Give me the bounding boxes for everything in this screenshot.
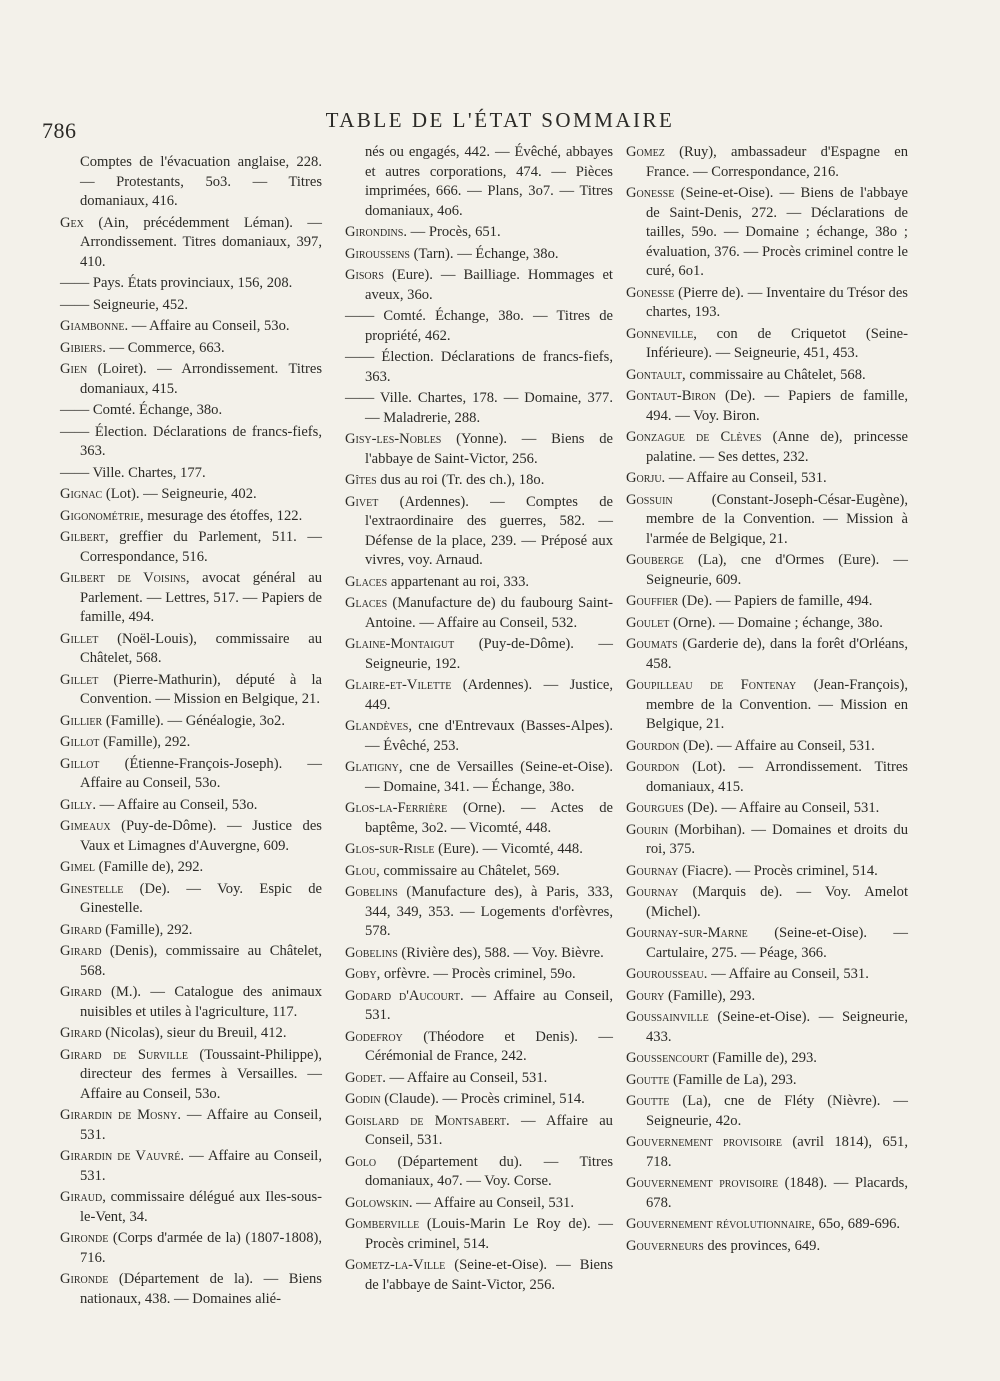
entry-text: Seigneurie, 452. xyxy=(89,296,189,313)
entry-text: dus au roi (Tr. des ch.), 18o. xyxy=(376,472,545,488)
entry-text: Élection. Déclarations de francs-fiefs, 363. xyxy=(80,423,322,459)
entry-text: Comptes de l'évacuation anglaise, 228. — Protestants, 5o3. — Titres domaniaux, 416. xyxy=(80,154,322,209)
entry-headword: Goussainville xyxy=(626,1009,709,1025)
entry-headword: Gouffier xyxy=(626,593,679,609)
entry-text: (Théodore et Denis). — Cérémonial de France, 242. xyxy=(365,1028,613,1064)
index-entry xyxy=(345,1215,613,1254)
index-entry xyxy=(345,944,613,964)
entry-headword: Giambonne xyxy=(60,318,125,334)
entry-text: (Seine-et-Oise). — Cartulaire, 275. — Péage, 366. xyxy=(646,925,908,961)
index-entry xyxy=(345,635,613,674)
entry-headword: —— xyxy=(60,296,90,313)
entry-headword: Goby xyxy=(345,966,377,982)
entry-text: (De). — Voy. Espic de Ginestelle. xyxy=(80,880,322,916)
entry-text: (Claude). — Procès criminel, 514. xyxy=(380,1091,585,1107)
entry-text: (Famille de La), 293. xyxy=(669,1071,797,1088)
entry-text: (Orne). — Actes de baptême, 3o2. — Vicomté, 448. xyxy=(365,800,613,836)
index-entry xyxy=(626,184,908,282)
entry-headword: Gomberville xyxy=(345,1216,420,1232)
index-entry xyxy=(60,858,322,878)
entry-text: (Eure). — Bailliage. Hommages et aveux, 36o. xyxy=(365,267,613,303)
entry-headword: Gourdon xyxy=(626,737,680,754)
index-entry xyxy=(345,471,613,491)
entry-text: , 65o, 689-696. xyxy=(811,1216,901,1232)
entry-headword: Gien xyxy=(60,361,88,377)
index-entry xyxy=(626,1049,908,1069)
index-entry xyxy=(60,317,322,337)
entry-text: , cne de Versailles (Seine-et-Oise). — Domaine, 341. — Échange, 38o. xyxy=(365,759,613,795)
index-entry xyxy=(60,569,322,628)
index-entry xyxy=(626,1237,908,1257)
index-entry xyxy=(60,401,322,421)
entry-text: . — Affaire au Conseil, 531. xyxy=(382,1069,548,1086)
entry-headword: Gomez xyxy=(626,144,665,160)
entry-headword: Gouvernement provisoire xyxy=(626,1175,779,1191)
index-entry xyxy=(345,717,613,756)
entry-text: (Corps d'armée de la) (1807-1808), 716. xyxy=(80,1230,322,1266)
index-entry xyxy=(626,737,908,757)
index-entry xyxy=(60,274,322,294)
entry-headword: Gobelins xyxy=(345,884,398,900)
entry-text: (Morbihan). — Domaines et droits du roi, 375. xyxy=(646,821,908,857)
entry-headword: Goussencourt xyxy=(626,1050,709,1066)
entry-text: , commissaire délégué aux Iles-sous-le-Vent, 34. xyxy=(80,1189,322,1225)
index-entry xyxy=(345,430,613,469)
entry-headword: Glou xyxy=(345,862,377,879)
index-entry xyxy=(60,296,322,316)
entry-text: (Famille), 292. xyxy=(99,734,191,750)
entry-headword: Gimel xyxy=(60,859,95,875)
entry-headword: Gonneville xyxy=(626,325,694,342)
entry-headword: Goulet xyxy=(626,614,670,631)
entry-headword: Gex xyxy=(60,214,84,231)
index-entry xyxy=(626,491,908,550)
entry-headword: Girard xyxy=(60,921,102,938)
entry-headword: Gisy-les-Nobles xyxy=(345,431,442,447)
index-entry xyxy=(626,924,908,963)
index-entry xyxy=(60,1147,322,1186)
entry-text: Élection. Déclarations de francs-fiefs, 363. xyxy=(365,349,613,385)
entry-headword: Gisors xyxy=(345,267,384,283)
entry-headword: Gobelins xyxy=(345,944,398,961)
entry-text: (De). — Papiers de famille, 494. xyxy=(678,593,873,609)
entry-headword: Girard de Surville xyxy=(60,1046,188,1063)
entry-text: , greffier du Parlement, 511. — Correspondance, 516. xyxy=(80,529,322,565)
entry-headword: Glatigny xyxy=(345,759,399,775)
index-entry xyxy=(60,339,322,359)
entry-headword: Goislard de Montsabert xyxy=(345,1112,507,1129)
entry-headword: Gourdon xyxy=(626,759,680,775)
index-entry xyxy=(60,1188,322,1227)
index-entry xyxy=(60,880,322,919)
entry-headword: Gournay-sur-Marne xyxy=(626,925,748,941)
index-entry xyxy=(626,676,908,735)
index-entry xyxy=(345,389,613,428)
index-entry xyxy=(626,551,908,590)
entry-headword: Gouverneurs xyxy=(626,1237,704,1254)
entry-text: (Rivière des), 588. — Voy. Bièvre. xyxy=(397,944,604,961)
entry-text: (Famille), 293. xyxy=(664,987,756,1004)
index-entry xyxy=(626,614,908,634)
index-entry xyxy=(60,528,322,567)
index-entry xyxy=(626,965,908,985)
index-entry xyxy=(60,1046,322,1105)
index-entry xyxy=(345,862,613,882)
entry-text: (Garderie de), dans la forêt d'Orléans, 458. xyxy=(646,636,908,672)
entry-headword: Golowskin xyxy=(345,1194,409,1211)
entry-text: (Famille), 292. xyxy=(101,921,193,938)
entry-text: (Ain, précédemment Léman). — Arrondissement. Titres domaniaux, 397, 410. xyxy=(80,214,322,270)
index-entry xyxy=(626,1215,908,1235)
index-entry xyxy=(626,635,908,674)
entry-text: (Orne). — Domaine ; échange, 38o. xyxy=(669,614,883,631)
entry-headword: Gîtes xyxy=(345,472,377,488)
entry-headword: Gouvernement provisoire xyxy=(626,1134,782,1150)
entry-text: (Ardennes). — Comptes de l'extraordinaire des guerres, 582. — Défense de la place, 239. — Préposé aux vivres, voy. Arnaud. xyxy=(365,493,613,568)
entry-headword: Girard xyxy=(60,943,102,959)
entry-text: (Toussaint-Philippe), directeur des fermes à Versailles. — Affaire au Conseil, 53o. xyxy=(80,1046,322,1102)
entry-text: appartenant au roi, 333. xyxy=(387,573,530,590)
index-entry xyxy=(345,594,613,633)
entry-headword: Gilly xyxy=(60,796,93,813)
entry-headword: —— xyxy=(60,275,90,291)
entry-headword: Gometz-la-Ville xyxy=(345,1257,446,1273)
index-entry xyxy=(60,712,322,732)
entry-text: Pays. États provinciaux, 156, 208. xyxy=(89,275,293,291)
entry-text: . — Procès, 651. xyxy=(403,224,501,240)
entry-headword: Godin xyxy=(345,1091,381,1107)
index-entry xyxy=(60,817,322,856)
entry-headword: Goutte xyxy=(626,1071,670,1088)
index-entry xyxy=(60,1270,322,1309)
index-entry xyxy=(626,821,908,860)
entry-headword: —— xyxy=(60,464,90,481)
index-entry xyxy=(626,325,908,364)
entry-headword: Gillot xyxy=(60,755,100,772)
entry-text: (Anne de), princesse palatine. — Ses dettes, 232. xyxy=(646,429,908,465)
entry-text: . — Affaire au Conseil, 531. xyxy=(408,1194,574,1211)
index-entry xyxy=(345,1256,613,1295)
index-entry xyxy=(60,214,322,273)
entry-headword: Goutte xyxy=(626,1093,670,1109)
entry-headword: Girardin de Vauvré xyxy=(60,1148,181,1164)
entry-headword: Gigonométrie xyxy=(60,507,140,524)
entry-text: (Fiacre). — Procès criminel, 514. xyxy=(678,862,878,879)
entry-text: . — Affaire au Conseil, 531. xyxy=(661,470,827,486)
entry-headword: Glaces xyxy=(345,573,388,590)
entry-headword: Gillet xyxy=(60,630,99,647)
entry-headword: Gillet xyxy=(60,671,99,688)
entry-text: . — Affaire au Conseil, 531. xyxy=(365,1112,613,1148)
entry-text: (Famille de), 292. xyxy=(94,859,204,875)
entry-text: (avril 1814), 651, 718. xyxy=(646,1134,908,1170)
entry-headword: Glos-sur-Risle xyxy=(345,841,435,857)
index-column-2 xyxy=(345,143,613,1297)
entry-headword: Gontaut-Biron xyxy=(626,388,716,404)
entry-headword: Gonesse xyxy=(626,185,675,201)
entry-text: . — Affaire au Conseil, 531. xyxy=(80,1148,322,1184)
index-entry xyxy=(626,883,908,922)
index-entry xyxy=(626,366,908,386)
entry-headword: Ginestelle xyxy=(60,880,124,897)
entry-headword: Givet xyxy=(345,493,379,510)
entry-text: (Yonne). — Biens de l'abbaye de Saint-Victor, 256. xyxy=(365,431,613,467)
entry-headword: Gironde xyxy=(60,1271,109,1287)
index-entry xyxy=(626,1174,908,1213)
entry-headword: —— xyxy=(345,390,375,406)
index-entry xyxy=(626,1092,908,1131)
entry-text: (Famille de), 293. xyxy=(708,1050,817,1066)
index-entry xyxy=(60,942,322,981)
entry-headword: Girondins xyxy=(345,224,404,240)
entry-text: (Noël-Louis), commissaire au Châtelet, 568. xyxy=(80,630,322,666)
entry-text: . — Affaire au Conseil, 531. xyxy=(365,987,613,1023)
entry-headword: Gilbert de Voisins xyxy=(60,570,186,586)
running-head: TABLE DE L'ÉTAT SOMMAIRE xyxy=(325,108,675,132)
entry-text: (Manufacture des), à Paris, 333, 344, 349, 353. — Logements d'orfèvres, 578. xyxy=(365,884,613,939)
index-entry xyxy=(60,485,322,505)
index-entry xyxy=(345,573,613,593)
index-entry xyxy=(345,758,613,797)
entry-text: (1848). — Placards, 678. xyxy=(646,1175,908,1211)
entry-text: (Denis), commissaire au Châtelet, 568. xyxy=(80,943,322,979)
index-entry xyxy=(626,284,908,323)
index-entry xyxy=(626,1071,908,1091)
index-entry xyxy=(345,1153,613,1192)
entry-text: (De). — Papiers de famille, 494. — Voy. Biron. xyxy=(646,388,908,424)
index-entry xyxy=(626,1133,908,1172)
index-entry xyxy=(60,671,322,710)
index-entry xyxy=(345,348,613,387)
entry-text: (Puy-de-Dôme). — Seigneurie, 192. xyxy=(365,636,613,672)
entry-text: (Puy-de-Dôme). — Justice des Vaux et Limagnes d'Auvergne, 609. xyxy=(80,818,322,854)
entry-headword: Godefroy xyxy=(345,1028,403,1045)
entry-text: nés ou engagés, 442. — Évêché, abbayes et autres corporations, 474. — Pièces imprimées, 666. — Plans, 3o7. — Titres domaniaux, 4o6. xyxy=(365,144,613,219)
entry-headword: Gonzague de Clèves xyxy=(626,429,762,445)
index-entry xyxy=(626,1008,908,1047)
entry-text: (Seine-et-Oise). — Biens de l'abbaye de Saint-Victor, 256. xyxy=(365,1257,613,1293)
entry-text: (Marquis de). — Voy. Amelot (Michel). xyxy=(646,884,908,920)
entry-text: (Lot). — Seigneurie, 402. xyxy=(102,486,257,502)
entry-headword: Gouberge xyxy=(626,552,684,568)
entry-headword: Gilbert xyxy=(60,529,105,545)
index-entry xyxy=(345,987,613,1026)
entry-text: , orfèvre. — Procès criminel, 59o. xyxy=(376,966,576,982)
index-entry xyxy=(60,360,322,399)
entry-headword: Goumats xyxy=(626,636,678,652)
index-entry xyxy=(60,507,322,527)
index-column-3 xyxy=(626,143,908,1258)
index-entry xyxy=(626,428,908,467)
entry-text: (Jean-François), membre de la Convention. — Mission en Belgique, 21. xyxy=(646,677,908,732)
entry-headword: Godet xyxy=(345,1069,383,1086)
entry-text: Ville. Chartes, 178. — Domaine, 377. — Maladrerie, 288. xyxy=(365,390,613,426)
entry-headword: Glaces xyxy=(345,595,388,611)
entry-headword: Giroussens xyxy=(345,245,410,262)
index-entry xyxy=(60,153,322,212)
entry-headword: —— xyxy=(60,423,90,440)
entry-headword: Godard d'Aucourt xyxy=(345,987,460,1004)
entry-headword: Gontault xyxy=(626,366,683,383)
entry-headword: Girard xyxy=(60,984,102,1000)
index-entry xyxy=(60,921,322,941)
entry-headword: Gourousseau xyxy=(626,966,704,982)
index-entry xyxy=(60,796,322,816)
index-entry xyxy=(345,143,613,221)
entry-text: (De). — Affaire au Conseil, 531. xyxy=(679,737,875,754)
entry-text: (Manufacture de) du faubourg Saint-Antoine. — Affaire au Conseil, 532. xyxy=(365,595,613,631)
index-entry xyxy=(345,1028,613,1067)
entry-text: (Département de la). — Biens nationaux, 438. — Domaines alié- xyxy=(80,1271,322,1307)
entry-headword: Girardin de Mosny xyxy=(60,1107,178,1123)
entry-text: , cne d'Entrevaux (Basses-Alpes). — Évêché, 253. xyxy=(365,718,613,754)
index-entry xyxy=(345,307,613,346)
index-entry xyxy=(626,592,908,612)
entry-headword: Gonesse xyxy=(626,284,675,301)
index-entry xyxy=(345,266,613,305)
index-entry xyxy=(60,1024,322,1044)
entry-headword: Gironde xyxy=(60,1230,109,1246)
index-entry xyxy=(60,1229,322,1268)
index-entry xyxy=(345,1194,613,1214)
index-entry xyxy=(60,983,322,1022)
entry-text: des provinces, 649. xyxy=(703,1237,821,1254)
index-entry xyxy=(345,799,613,838)
entry-headword: Giraud xyxy=(60,1189,103,1205)
entry-text: (Nicolas), sieur du Breuil, 412. xyxy=(101,1025,287,1041)
index-entry xyxy=(60,630,322,669)
entry-text: (Tarn). — Échange, 38o. xyxy=(410,245,559,262)
entry-text: , mesurage des étoffes, 122. xyxy=(139,507,303,524)
entry-headword: —— xyxy=(345,308,375,324)
entry-text: (Famille). — Généalogie, 3o2. xyxy=(102,712,285,729)
index-entry xyxy=(60,733,322,753)
entry-text: . — Commerce, 663. xyxy=(102,339,225,356)
entry-text: (Loiret). — Arrondissement. Titres domaniaux, 415. xyxy=(80,361,322,397)
entry-text: (De). — Affaire au Conseil, 531. xyxy=(683,800,880,816)
entry-headword: Gouvernement révolutionnaire xyxy=(626,1216,812,1232)
index-entry xyxy=(626,799,908,819)
entry-text: , avocat général au Parlement. — Lettres, 517. — Papiers de famille, 494. xyxy=(80,570,322,625)
entry-text: (Lot). — Arrondissement. Titres domaniaux, 415. xyxy=(646,759,908,795)
entry-headword: Gorju xyxy=(626,470,662,486)
index-entry xyxy=(345,965,613,985)
index-entry xyxy=(626,862,908,882)
index-entry xyxy=(345,1090,613,1110)
index-entry xyxy=(626,387,908,426)
entry-text: (Constant-Joseph-César-Eugène), membre de la Convention. — Mission à l'armée de Belgique, 21. xyxy=(646,491,908,547)
entry-headword: Gillier xyxy=(60,712,103,729)
entry-text: (Département du). — Titres domaniaux, 4o7. — Voy. Corse. xyxy=(365,1153,613,1189)
entry-headword: Goury xyxy=(626,987,665,1004)
index-entry xyxy=(345,883,613,942)
entry-text: (Ardennes). — Justice, 449. xyxy=(365,677,613,713)
entry-headword: Gournay xyxy=(626,884,679,900)
entry-headword: Gourin xyxy=(626,821,669,838)
entry-text: . — Affaire au Conseil, 531. xyxy=(703,966,869,982)
entry-headword: —— xyxy=(60,402,90,418)
entry-text: (Seine-et-Oise). — Biens de l'abbaye de Saint-Denis, 272. — Déclarations de tailles, 59o. — Domaine ; échange, 38o ; évaluation, 376. — Procès criminel contre le curé, 6o1. xyxy=(646,185,908,279)
entry-text: . — Affaire au Conseil, 53o. xyxy=(124,318,290,334)
entry-text: (Ruy), ambassadeur d'Espagne en France. — Correspondance, 216. xyxy=(646,144,908,180)
index-entry xyxy=(60,755,322,794)
entry-text: (Pierre de). — Inventaire du Trésor des chartes, 193. xyxy=(646,284,908,320)
entry-text: , con de Criquetot (Seine-Inférieure). — Seigneurie, 451, 453. xyxy=(646,325,908,361)
entry-text: (Seine-et-Oise). — Seigneurie, 433. xyxy=(646,1009,908,1045)
entry-text: (Louis-Marin Le Roy de). — Procès criminel, 514. xyxy=(365,1216,613,1252)
index-column-1 xyxy=(60,153,322,1311)
entry-text: (Étienne-François-Joseph). — Affaire au Conseil, 53o. xyxy=(80,755,322,791)
index-entry xyxy=(626,987,908,1007)
entry-text: (La), cne d'Ormes (Eure). — Seigneurie, 609. xyxy=(646,552,908,588)
entry-headword: Glaine-Montaigut xyxy=(345,636,455,652)
index-entry xyxy=(345,1112,613,1151)
index-entry xyxy=(345,1069,613,1089)
entry-headword: Gignac xyxy=(60,486,103,502)
index-entry xyxy=(345,676,613,715)
entry-headword: Gossuin xyxy=(626,491,673,508)
entry-text: (La), cne de Fléty (Nièvre). — Seigneurie, 42o. xyxy=(646,1093,908,1129)
index-entry xyxy=(626,143,908,182)
index-entry xyxy=(60,1106,322,1145)
entry-headword: Gourgues xyxy=(626,800,684,816)
entry-text: Comté. Échange, 38o. xyxy=(89,402,223,418)
entry-headword: Glaire-et-Vilette xyxy=(345,677,452,693)
entry-text: (Eure). — Vicomté, 448. xyxy=(434,841,583,857)
index-entry xyxy=(626,469,908,489)
index-entry xyxy=(60,423,322,462)
entry-headword: Glos-la-Ferrière xyxy=(345,800,448,816)
index-entry xyxy=(345,493,613,571)
entry-text: , commissaire au Châtelet, 568. xyxy=(682,366,866,383)
entry-headword: Goupilleau de Fontenay xyxy=(626,677,797,693)
entry-headword: Gimeaux xyxy=(60,818,111,834)
entry-text: Ville. Chartes, 177. xyxy=(89,464,206,481)
entry-headword: Gillot xyxy=(60,734,100,750)
index-entry xyxy=(345,223,613,243)
entry-text: (Pierre-Mathurin), député à la Convention. — Mission en Belgique, 21. xyxy=(80,671,322,707)
page-number: 786 xyxy=(42,118,77,143)
entry-headword: Gournay xyxy=(626,862,679,879)
entry-headword: Golo xyxy=(345,1153,377,1170)
entry-headword: Girard xyxy=(60,1025,102,1041)
entry-headword: Gibiers xyxy=(60,339,103,356)
index-entry xyxy=(345,245,613,265)
entry-text: Comté. Échange, 38o. — Titres de propriété, 462. xyxy=(365,308,613,344)
index-entry xyxy=(345,840,613,860)
entry-headword: Glandèves xyxy=(345,718,409,734)
index-entry xyxy=(626,758,908,797)
entry-headword: —— xyxy=(345,349,375,365)
entry-text: , commissaire au Châtelet, 569. xyxy=(376,862,560,879)
index-entry xyxy=(60,464,322,484)
entry-text: . — Affaire au Conseil, 531. xyxy=(80,1107,322,1143)
entry-text: (M.). — Catalogue des animaux nuisibles et utiles à l'agriculture, 117. xyxy=(80,984,322,1020)
entry-text: . — Affaire au Conseil, 53o. xyxy=(92,796,258,813)
